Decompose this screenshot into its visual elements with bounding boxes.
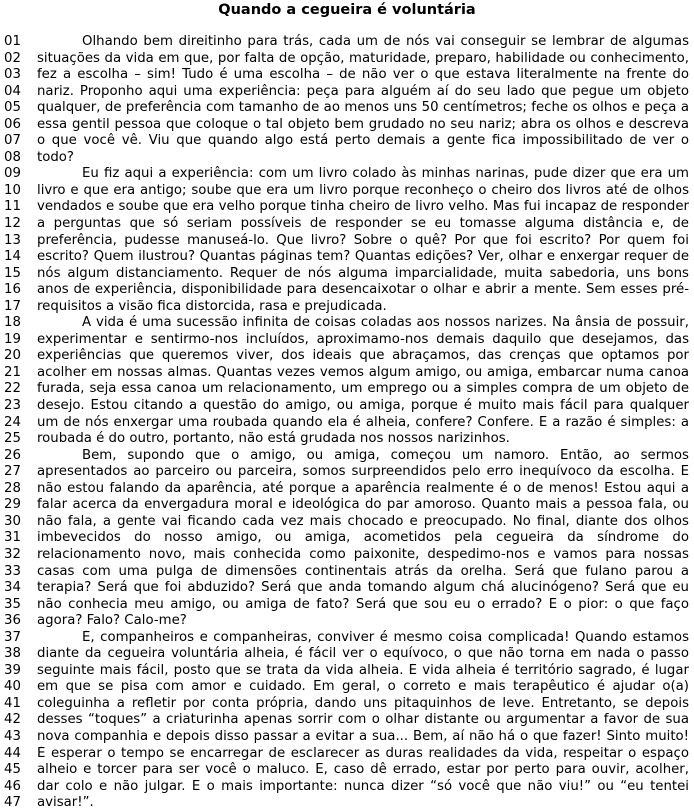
line-number: 47: [4, 795, 21, 811]
line-text: não conhecia meu amigo, ou amiga de fato? Será que sou eu o errado? E o pior: o que faço: [37, 596, 689, 612]
line-text: imbevecidos do nosso amigo, ou amiga, acometidos pela cegueira da síndrome do: [37, 530, 689, 546]
line-text: em que se pisa com amor e cuidado. Em geral, o correto e mais terapêutico é ajudar o(a): [37, 679, 689, 695]
text-line: [0, 233, 694, 250]
line-number: 15: [4, 265, 21, 281]
line-text: furada, seja essa canoa um relacionamento, um emprego ou a simples compra de um objeto de: [37, 381, 689, 397]
text-line: [0, 415, 694, 432]
text-line: [0, 166, 694, 183]
text-line: [0, 67, 694, 84]
text-line: [0, 365, 694, 382]
line-number: 28: [4, 480, 21, 496]
text-line: [0, 183, 694, 200]
line-text: não estou falando da aparência, até porque a aparência realmente é o de menos! Estou aqui a: [37, 480, 689, 496]
text-line: [0, 100, 694, 117]
line-text: experimentar e sentirmo-nos incluídos, aproximamo-nos demais daquilo que desejamos, das: [37, 331, 689, 347]
document-title: Quando a cegueira é voluntária: [218, 2, 476, 18]
line-number: 14: [4, 249, 21, 265]
text-line: [0, 199, 694, 216]
line-text: avisar!”.: [37, 795, 94, 811]
line-number: 38: [4, 646, 21, 662]
line-number: 42: [4, 712, 21, 728]
line-text: Bem, supondo que o amigo, ou amiga, começou um namoro. Então, ao sermos: [82, 447, 689, 463]
line-number: 01: [4, 34, 21, 49]
line-text: acolher em nossas almas. Quantas vezes vemos algum amigo, ou amiga, embarcar numa canoa: [37, 364, 689, 380]
text-line: [0, 84, 694, 101]
line-number: 31: [4, 530, 21, 546]
text-line: [0, 431, 694, 448]
line-number: 10: [4, 182, 21, 198]
line-text: A vida é uma sucessão infinita de coisas coladas aos nossos narizes. Na ânsia de possuir,: [82, 315, 689, 331]
text-line: [0, 597, 694, 614]
text-line: [0, 497, 694, 514]
line-text: nova companhia e depois disso passar a evitar a sua... Bem, aí não há o que fazer! Sinto muito!: [37, 728, 689, 744]
line-text: Olhando bem direitinho para trás, cada um de nós vai conseguir se lembrar de algumas: [82, 34, 689, 49]
line-text: coleguinha a refletir por conta própria, dando uns pitaquinhos de leve. Entretanto, se depois: [37, 695, 689, 711]
text-line: [0, 448, 694, 465]
text-line: [0, 266, 694, 283]
text-line: [0, 481, 694, 498]
line-text: dar colo e não julgar. E o mais importante: nunca dizer “só você que não viu!” ou “eu tentei: [37, 778, 689, 794]
line-text: requisitos a visão fica distorcida, rasa e prejudicada.: [37, 298, 387, 314]
text-line: [0, 150, 694, 167]
line-number: 06: [4, 116, 21, 132]
line-text: o que você vê. Viu que quando algo está perto demais a gente fica impossibilitado de ver o: [37, 133, 689, 149]
line-number: 24: [4, 414, 21, 430]
line-number: 04: [4, 83, 21, 99]
line-number: 35: [4, 596, 21, 612]
line-number: 19: [4, 331, 21, 347]
text-line: [0, 530, 694, 547]
line-number: 21: [4, 364, 21, 380]
line-number: 05: [4, 100, 21, 116]
line-number: 20: [4, 348, 21, 364]
line-number: 12: [4, 216, 21, 232]
line-number: 09: [4, 166, 21, 182]
line-number: 17: [4, 298, 21, 314]
line-number: 43: [4, 728, 21, 744]
line-text: anos de experiência, disponibilidade para desencaixotar o olhar e abrir a mente. Sem esses pré-: [37, 282, 689, 298]
line-text: desejo. Estou citando a questão do amigo, ou amiga, porque é muito mais fácil para qualquer: [37, 398, 689, 414]
line-number: 27: [4, 464, 21, 480]
line-text: falar acerca da envergadura moral e ideológica do par amoroso. Quanto mais a pessoa fala, ou: [37, 497, 689, 513]
line-number: 22: [4, 381, 21, 397]
line-number: 40: [4, 679, 21, 695]
text-line: [0, 332, 694, 349]
text-line: [0, 746, 694, 763]
line-number: 08: [4, 149, 21, 165]
line-text: livro e que era antigo; soube que era um livro porque reconheço o cheiro dos livros até de olhos: [37, 182, 689, 198]
line-text: qualquer, de preferência com tamanho de ao menos uns 50 centímetros; feche os olhos e peça a: [37, 100, 689, 116]
text-line: [0, 398, 694, 415]
line-number: 44: [4, 745, 21, 761]
text-line: [0, 464, 694, 481]
text-line: [0, 630, 694, 647]
line-text: não fala, a gente vai ficando cada vez mais chocado e preocupado. No final, diante dos olhos: [37, 513, 689, 529]
line-text: É, companheiros e companheiras, conviver é mesmo coisa complicada! Quando estamos: [82, 629, 689, 645]
line-text: fez a escolha – sim! Tudo é uma escolha – de não ver o que estava literalmente na frente do: [37, 67, 689, 83]
line-number: 13: [4, 232, 21, 248]
line-number: 26: [4, 447, 21, 463]
line-number: 29: [4, 497, 21, 513]
text-line: [0, 547, 694, 564]
line-number: 41: [4, 695, 21, 711]
line-number: 36: [4, 613, 21, 629]
text-line: [0, 381, 694, 398]
text-line: [0, 679, 694, 696]
text-line: [0, 696, 694, 713]
text-line: [0, 580, 694, 597]
line-text: essa gentil pessoa que coloque o tal objeto bem grudado no seu nariz; abra os olhos e descreva: [37, 116, 689, 132]
line-text: seguinte mais fácil, posto que se trata da vida alheia. E vida alheia é território sagrado, é lugar: [37, 662, 689, 678]
line-text: experiências que queremos viver, dos ideais que abraçamos, das crenças que optamos por: [37, 348, 689, 364]
text-line: [0, 299, 694, 316]
text-line: [0, 315, 694, 332]
line-text: terapia? Será que foi abduzido? Será que anda tomando algum chá alucinógeno? Será que eu: [37, 580, 689, 596]
text-line: [0, 646, 694, 663]
line-number: 32: [4, 546, 21, 562]
line-text: a perguntas que só seriam possíveis de responder se eu tomasse alguma distância e, de: [37, 216, 689, 232]
text-line: [0, 613, 694, 630]
line-text: É esperar o tempo se encarregar de esclarecer as duras realidades da vida, respeitar o espaço: [37, 745, 689, 761]
line-number: 18: [4, 315, 21, 331]
line-number: 45: [4, 762, 21, 778]
line-text: relacionamento novo, mais conhecida como paixonite, despedimo-nos e vamos para nossas: [37, 546, 689, 562]
line-text: vendados e soube que era velho porque tinha cheiro de livro velho. Mas fui incapaz de responder: [37, 199, 689, 215]
document-body: [0, 34, 694, 812]
line-text: casas com uma pulga de dimensões continentais atrás da orelha. Será que fulano parou a: [37, 563, 689, 579]
line-text: nós algum distanciamento. Requer de nós alguma imparcialidade, muita sabedoria, uns bons: [37, 265, 689, 281]
text-line: [0, 348, 694, 365]
line-number: 37: [4, 629, 21, 645]
line-number: 07: [4, 133, 21, 149]
text-line: [0, 514, 694, 531]
text-line: [0, 729, 694, 746]
line-text: situações da vida em que, por falta de opção, maturidade, preparo, habilidade ou conhecimento,: [37, 50, 689, 66]
line-number: 11: [4, 199, 21, 215]
line-text: agora? Falo? Calo-me?: [37, 613, 187, 629]
text-line: [0, 51, 694, 68]
text-line: [0, 34, 694, 51]
line-text: Eu fiz aqui a experiência: com um livro colado às minhas narinas, pude dizer que era um: [82, 166, 689, 182]
line-number: 25: [4, 431, 21, 447]
line-text: nariz. Proponho aqui uma experiência: peça para alguém aí do seu lado que pegue um objeto: [37, 83, 689, 99]
line-number: 30: [4, 513, 21, 529]
text-line: [0, 216, 694, 233]
line-number: 33: [4, 563, 21, 579]
line-number: 34: [4, 580, 21, 596]
text-line: [0, 133, 694, 150]
line-number: 23: [4, 398, 21, 414]
line-number: 39: [4, 662, 21, 678]
text-line: [0, 762, 694, 779]
text-line: [0, 564, 694, 581]
line-text: desses “toques” a criaturinha apenas sorrir com o olhar distante ou argumentar a favor de sua: [37, 712, 689, 728]
text-line: [0, 779, 694, 796]
text-line: [0, 795, 694, 812]
text-line: [0, 282, 694, 299]
line-text: todo?: [37, 149, 74, 165]
line-text: preferência, pudesse manuseá-lo. Que livro? Sobre o quê? Por que foi escrito? Por quem foi: [37, 232, 689, 248]
line-text: roubada é do outro, portanto, não está grudada nos nossos narizinhos.: [37, 431, 510, 447]
text-line: [0, 117, 694, 134]
line-text: apresentados ao parceiro ou parceira, somos surpreendidos pelo erro inequívoco da escolha. E: [37, 464, 689, 480]
line-number: 46: [4, 778, 21, 794]
line-text: alheio e torcer para ser você o maluco. E, caso dê errado, estar por perto para ouvir, acolher,: [37, 762, 689, 778]
line-text: escrito? Quem ilustrou? Quantas páginas tem? Quantas edições? Ver, olhar e enxergar requer de: [37, 249, 689, 265]
text-line: [0, 663, 694, 680]
text-line: [0, 712, 694, 729]
line-text: diante da cegueira voluntária alheia, é fácil ver o equívoco, o que não torna em nada o passo: [37, 646, 689, 662]
line-number: 03: [4, 67, 21, 83]
line-text: um de nós enxergar uma roubada quando ela é alheia, confere? Confere. E a razão é simples: a: [37, 414, 689, 430]
line-number: 02: [4, 50, 21, 66]
text-line: [0, 249, 694, 266]
line-number: 16: [4, 282, 21, 298]
